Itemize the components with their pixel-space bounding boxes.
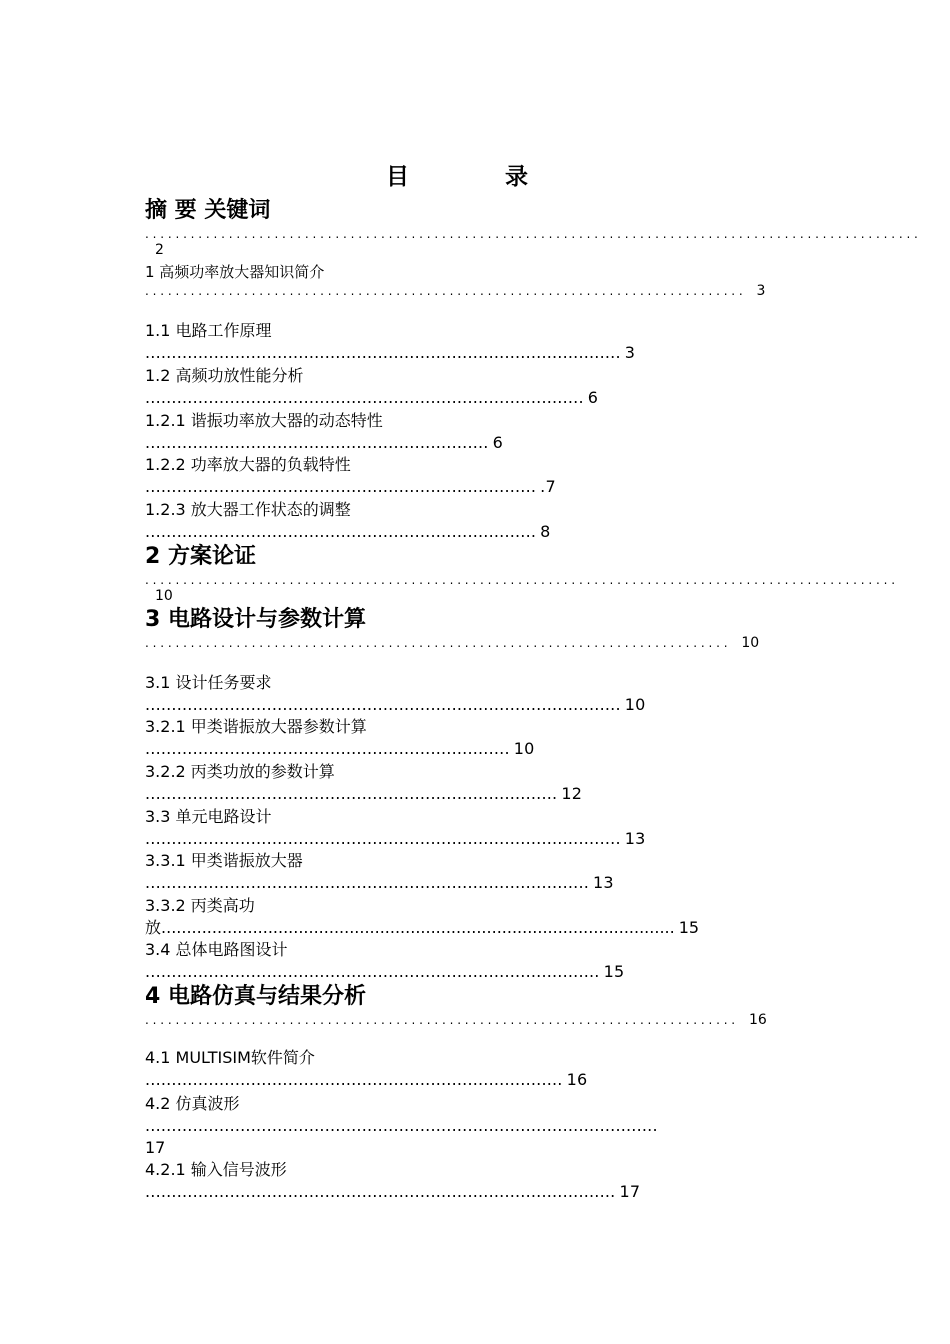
toc-entry-label: 3.2.1 甲类谐振放大器参数计算 (145, 717, 367, 736)
toc-entry-label: 3.2.2 丙类功放的参数计算 (145, 762, 335, 781)
toc-entry-page: 6 (492, 433, 503, 452)
toc-entry-leader: ................................................................................... 6 (145, 388, 599, 407)
toc-title (386, 158, 528, 191)
toc-entry-leader: ............................................................................. 10 (145, 635, 760, 651)
toc-entry-3-3-1[interactable] (145, 850, 810, 894)
toc-entry-page: 13 (624, 829, 646, 848)
toc-entry-chapter-4[interactable] (145, 982, 810, 1028)
toc-entry-label: 1.2.1 谐振功率放大器的动态特性 (145, 411, 383, 430)
toc-entry-label-cont: 放 (145, 918, 162, 937)
toc-entry-label: 4.2 仿真波形 (145, 1094, 240, 1113)
toc-entry-leader: ...................................................................................................10 (145, 573, 899, 604)
toc-entry-page: 8 (540, 522, 551, 541)
toc-entry-leader: .......................................................................... .7 (145, 477, 556, 496)
toc-entry-label: 1.2 高频功放性能分析 (145, 366, 304, 385)
toc-entry-3-4[interactable] (145, 939, 810, 983)
toc-entry-leader: .................................................................................... 13 (145, 873, 614, 892)
toc-entry-3-3[interactable] (145, 806, 810, 850)
toc-entry-chapter-1[interactable] (145, 261, 810, 299)
toc-entry-label: 2 方案论证 (145, 544, 256, 569)
toc-entry-page: 10 (513, 739, 535, 758)
toc-entry-3-2-2[interactable] (145, 761, 810, 805)
toc-title-left: 目 (386, 164, 409, 190)
toc-entry-3-3-2[interactable] (145, 895, 810, 939)
toc-entry-leader: .......................................................................... 8 (145, 522, 551, 541)
toc-entry-abstract[interactable] (145, 196, 922, 258)
toc-entry-leader: .......................................................................................... 10 (145, 695, 646, 714)
toc-entry-label: 3.4 总体电路图设计 (145, 940, 288, 959)
toc-entry-1-1[interactable] (145, 320, 810, 364)
toc-entry-label: 3.3 单元电路设计 (145, 807, 272, 826)
toc-entry-page: 3 (756, 283, 766, 299)
toc-entry-leader: .............................................................................. 12 (145, 784, 583, 803)
toc-entry-page: 3 (624, 343, 636, 362)
toc-entry-chapter-2[interactable] (145, 542, 899, 604)
toc-entry-leader: ................................................................................................. (145, 1116, 658, 1135)
toc-entry-3-2-1[interactable] (145, 716, 810, 760)
toc-entry-label: 3 电路设计与参数计算 (145, 607, 366, 632)
toc-entry-leader: ......................................................................................................2 (145, 227, 922, 258)
toc-entry-leader: ................................................................. 6 (145, 433, 503, 452)
toc-entry-label: 4.1 MULTISIM软件简介 (145, 1048, 315, 1067)
toc-entry-4-2-1[interactable] (145, 1159, 810, 1203)
toc-entry-label: 3.3.1 甲类谐振放大器 (145, 851, 303, 870)
toc-title-right: 录 (505, 164, 528, 190)
toc-entry-1-2[interactable] (145, 365, 810, 409)
toc-entry-page: 2 (155, 242, 164, 258)
toc-entry-leader: ...................................................................................... 15 (145, 962, 625, 981)
toc-entry-page: 6 (587, 388, 599, 407)
toc-entry-1-2-2[interactable] (145, 454, 810, 498)
toc-entry-label: 3.3.2 丙类高功 (145, 896, 255, 915)
toc-entry-page: .7 (540, 477, 556, 496)
toc-entry-label: 4.2.1 输入信号波形 (145, 1160, 287, 1179)
toc-entry-3-1[interactable] (145, 672, 810, 716)
toc-entry-page: 10 (741, 635, 760, 651)
toc-entry-4-1[interactable] (145, 1047, 810, 1091)
toc-entry-label: 摘 要 关键词 (145, 198, 271, 223)
toc-entry-page: 13 (593, 873, 614, 892)
toc-entry-4-2[interactable] (145, 1093, 810, 1159)
toc-entry-leader: .......................................................................................... 13 (145, 829, 646, 848)
toc-entry-leader: ......................................................................................... 17 (145, 1182, 641, 1201)
toc-entry-chapter-3[interactable] (145, 605, 810, 651)
toc-entry-leader: ..................................................................... 10 (145, 739, 535, 758)
toc-entry-page: 10 (624, 695, 646, 714)
toc-entry-leader: 放..................................................................................................... 15 (145, 918, 700, 937)
toc-entry-page: 17 (619, 1182, 641, 1201)
toc-entry-leader: .............................................................................. 16 (145, 1012, 767, 1028)
toc-entry-1-2-1[interactable] (145, 410, 810, 454)
toc-entry-leader: .......................................................................................... 3 (145, 343, 636, 362)
toc-entry-label: 1 高频功率放大器知识简介 (145, 263, 325, 281)
toc-entry-leader: ............................................................................... 3 (145, 283, 766, 299)
toc-entry-label: 1.1 电路工作原理 (145, 321, 272, 340)
toc-entry-label: 3.1 设计任务要求 (145, 673, 272, 692)
toc-entry-page: 15 (603, 962, 625, 981)
toc-entry-1-2-3[interactable] (145, 499, 810, 543)
toc-entry-label: 1.2.2 功率放大器的负载特性 (145, 455, 351, 474)
toc-entry-page: 16 (748, 1012, 767, 1028)
toc-entry-leader: ............................................................................... 16 (145, 1070, 588, 1089)
toc-entry-label: 1.2.3 放大器工作状态的调整 (145, 500, 351, 519)
toc-entry-page: 10 (155, 588, 173, 604)
toc-entry-label: 4 电路仿真与结果分析 (145, 984, 366, 1009)
toc-entry-page: 12 (561, 784, 583, 803)
toc-entry-page: 17 (145, 1138, 166, 1157)
toc-entry-page: 15 (678, 918, 700, 937)
toc-entry-page: 16 (566, 1070, 588, 1089)
